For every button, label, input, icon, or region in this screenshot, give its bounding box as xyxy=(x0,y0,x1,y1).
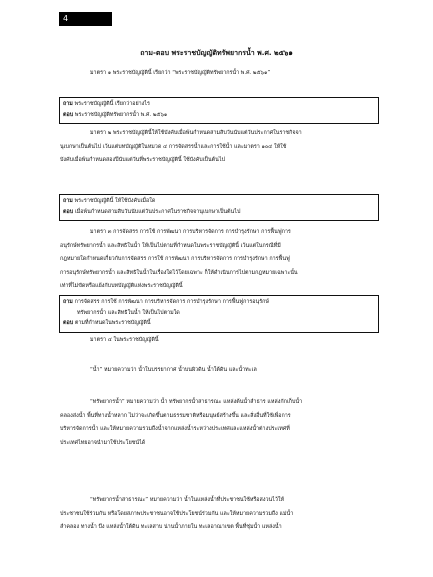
question-line xyxy=(63,297,375,308)
question-label: ถาม xyxy=(63,198,73,204)
question-line xyxy=(63,99,375,110)
question-line-continued: ทรัพยากรน้ำ และสิทธิในน้ำ ให้เป็นไปตามใด xyxy=(77,309,180,316)
question-text: พระราชบัญญัตินี้ เรียกว่าอย่างไร xyxy=(74,101,150,107)
section-4-paragraph: มาตรา ๔ ในพระราชบัญญัตินี้ xyxy=(90,337,159,343)
paragraph-line: บริหารจัดการน้ำ และให้หมายความรวมถึงน้ำจากแหล่งน้ำระหว่างประเทศและแหล่งน้ำต่างประเทศที่ xyxy=(60,426,290,432)
answer-text: พระราชบัญญัติทรัพยากรน้ำ พ.ศ. ๒๕๖๑ xyxy=(74,111,168,118)
paragraph-line: มาตรา ๒ พระราชบัญญัตินี้ให้ใช้บังคับเมื่อพ้นกำหนดสามสิบวันนับแต่วันประกาศในราชกิจจา xyxy=(90,130,302,136)
section-1-paragraph: มาตรา ๑ พระราชบัญญัตินี้ เรียกว่า “พระราชบัญญัติทรัพยากรน้ำ พ.ศ. ๒๕๖๑” xyxy=(90,70,271,76)
page-title: ถาม-ตอบ พระราชบัญญัติทรัพยากรน้ำ พ.ศ. ๒๕๖๑ xyxy=(140,49,293,57)
definition-public-water-resources xyxy=(60,494,378,535)
page-number-badge: 4 xyxy=(59,12,112,26)
paragraph-line: ประเทศไทยอาจนำมาใช้ประโยชน์ได้ xyxy=(60,439,146,446)
answer-line xyxy=(63,318,375,329)
question-text: พระราชบัญญัตินี้ ให้ใช้บังคับเมื่อใด xyxy=(74,198,156,204)
answer-line xyxy=(63,110,375,121)
qa-box-3 xyxy=(59,295,379,333)
definition-water-resources xyxy=(60,396,378,450)
paragraph-line: คลองส่งน้ำ พื้นที่ทางน้ำหลาก ไม่ว่าจะเกิดขึ้นตามธรรมชาติหรือมนุษย์สร้างขึ้น และสิ่งอื่นที่ใช้เพื่อการ xyxy=(60,412,291,419)
qa-box-1 xyxy=(59,97,379,124)
question-text: การจัดสรร การใช้ การพัฒนา การบริหารจัดการ การบำรุงรักษา การฟื้นฟูการอนุรักษ์ xyxy=(74,299,269,305)
paragraph-line: มาตรา ๓ การจัดสรร การใช้ การพัฒนา การบริหารจัดการ การบำรุงรักษา การฟื้นฟูการ xyxy=(90,229,291,235)
answer-text: ตามที่กำหนดในพระราชบัญญัตินี้ xyxy=(74,320,151,326)
paragraph-line: การอนุรักษ์ทรัพยากรน้ำ และสิทธิในน้ำในเรื่องใดไว้โดยเฉพาะ ก็ให้ดำเนินการไปตามกฎหมายเฉพาะนั้น xyxy=(60,269,298,276)
question-line xyxy=(63,196,375,207)
answer-line xyxy=(63,207,375,218)
paragraph-line: ลำคลอง ทางน้ำ บึง แหล่งน้ำใต้ดิน ทะเลสาบ น่านน้ำภายใน ทะเลอาณาเขต พื้นที่ชุ่มน้ำ แหล่งน้ำ xyxy=(60,524,282,530)
answer-label: ตอบ xyxy=(63,320,74,326)
section-3-paragraph xyxy=(60,226,378,294)
paragraph-line: อนุรักษ์ทรัพยากรน้ำ และสิทธิในน้ำ ให้เป็นไปตามที่กำหนดในพระราชบัญญัตินี้ เว้นแต่ในกรณีที่มี xyxy=(60,242,281,249)
paragraph-line: กฎหมายใดกำหนดเกี่ยวกับการจัดสรร การใช้ การพัฒนา การบริหารจัดการ การบำรุงรักษา การฟื้นฟู xyxy=(60,256,290,262)
paragraph-line: ประชาชนใช้ร่วมกัน หรือโดยสภาพประชาชนอาจใช้ประโยชน์ร่วมกัน และให้หมายความรวมถึง แม่น้ำ xyxy=(60,510,294,517)
paragraph-line: บังคับเมื่อพ้นกำหนดสองปีนับแต่วันที่พระราชบัญญัตินี้ ใช้บังคับเป็นต้นไป xyxy=(60,157,225,163)
paragraph-line: “ทรัพยากรน้ำ” หมายความว่า น้ำ ทรัพยากรน้ำสาธารณะ แหล่งต้นน้ำลำธาร แหล่งกักเก็บน้ำ xyxy=(90,399,303,405)
question-label: ถาม xyxy=(63,299,73,305)
paragraph-line: “ทรัพยากรน้ำสาธารณะ” หมายความว่า น้ำในแหล่งน้ำที่ประชาชนใช้หรือสงวนไว้ให้ xyxy=(90,497,285,503)
answer-text: เมื่อพ้นกำหนดสามสิบวันนับแต่วันประกาศในราชกิจจานุเบกษาเป็นต้นไป xyxy=(74,208,241,215)
answer-label: ตอบ xyxy=(63,208,74,215)
definition-water: “น้ำ” หมายความว่า น้ำในบรรยากาศ น้ำบนผิวดิน น้ำใต้ดิน และน้ำทะเล xyxy=(90,367,257,373)
question-label: ถาม xyxy=(63,101,73,107)
qa-box-2 xyxy=(59,194,379,221)
paragraph-line: เท่าที่ไม่ขัดหรือแย้งกับบทบัญญัติแห่งพระราชบัญญัตินี้ xyxy=(60,283,183,289)
answer-label: ตอบ xyxy=(63,111,74,118)
section-2-paragraph xyxy=(60,127,378,168)
paragraph-line: นุเบกษาเป็นต้นไป เว้นแต่บทบัญญัติในหมวด ๔ การจัดสรรน้ำและการใช้น้ำ และมาตรา ๑๐๔ ให้ใช้ xyxy=(60,143,287,150)
